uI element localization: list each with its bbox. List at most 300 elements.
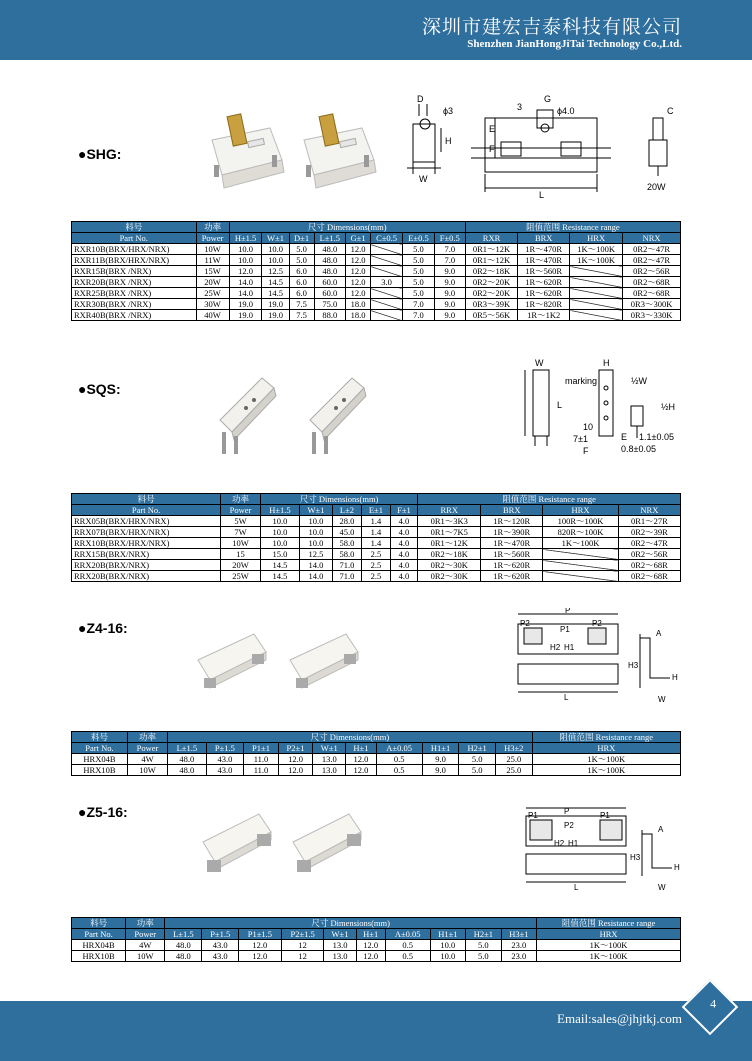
value-cell: 11.0 — [244, 765, 279, 776]
column-header: H1±1 — [430, 929, 466, 940]
part-number-cell: RRX15B(BRX/NRX) — [72, 549, 221, 560]
value-cell: 10.0 — [300, 527, 333, 538]
value-cell: 1R～120R — [481, 516, 543, 527]
value-cell: 45.0 — [332, 527, 362, 538]
table-row — [72, 310, 681, 321]
value-cell: 14.0 — [300, 571, 333, 582]
value-cell: 1.4 — [362, 538, 390, 549]
column-header: L±1.5 — [168, 743, 206, 754]
value-cell: 12.0 — [278, 754, 313, 765]
z5-dim-label-p2: P2 — [564, 821, 574, 830]
table-row — [72, 527, 681, 538]
z5-dim-label-p1a: P1 — [528, 811, 538, 820]
column-header: 阻值范围 Resistance range — [537, 918, 681, 929]
value-cell: 12.5 — [262, 266, 289, 277]
value-cell: 0R2～30K — [418, 571, 481, 582]
column-header: RRX — [418, 505, 481, 516]
value-cell: 7.0 — [403, 299, 435, 310]
z5-dim-label-p: P — [564, 807, 570, 816]
value-cell: 19.0 — [229, 310, 262, 321]
value-cell: 5.0 — [403, 244, 435, 255]
table-row — [72, 299, 681, 310]
z5-dim-label-p1b: P1 — [600, 811, 610, 820]
value-cell: 1R～620R — [518, 288, 570, 299]
value-cell: 6.0 — [289, 277, 314, 288]
value-cell: 11.0 — [244, 754, 279, 765]
value-cell: 23.0 — [501, 951, 537, 962]
sqs-dim-label-h: H — [603, 358, 610, 368]
value-cell: 1R～620R — [518, 277, 570, 288]
part-number-cell: RXR11B(BRX/HRX/NRX) — [72, 255, 197, 266]
shg-dim-label-3: 3 — [517, 102, 523, 112]
value-cell: 9.0 — [422, 754, 459, 765]
value-cell: 5.0 — [403, 277, 435, 288]
value-cell: 0R1～7K5 — [418, 527, 481, 538]
column-header: A±0.05 — [385, 929, 430, 940]
value-cell: 10.0 — [300, 538, 333, 549]
column-header: W±1 — [324, 929, 356, 940]
z4-dimension-diagram — [510, 608, 688, 706]
value-cell: 2.5 — [362, 571, 390, 582]
empty-cell — [543, 560, 618, 571]
value-cell: 71.0 — [332, 560, 362, 571]
value-cell: 10.0 — [260, 527, 299, 538]
column-header: G±1 — [346, 233, 371, 244]
table-row — [72, 516, 681, 527]
table-row — [72, 940, 681, 951]
table-row — [72, 277, 681, 288]
shg-dim-label-c: C — [667, 106, 674, 116]
value-cell: 7.0 — [434, 255, 465, 266]
power-cell: 20W — [221, 560, 261, 571]
table-row — [72, 951, 681, 962]
value-cell: 1R～620R — [481, 560, 543, 571]
column-header: 料号 — [72, 918, 126, 929]
z4-dim-label-l: L — [564, 693, 569, 702]
value-cell: 60.0 — [314, 277, 346, 288]
value-cell: 48.0 — [165, 951, 202, 962]
section-title-shg: ●SHG: — [78, 146, 122, 162]
column-header: P1±1 — [244, 743, 279, 754]
column-header: D±1 — [289, 233, 314, 244]
value-cell: 14.5 — [260, 560, 299, 571]
value-cell: 1R～620R — [481, 571, 543, 582]
value-cell: 6.0 — [289, 288, 314, 299]
value-cell: 48.0 — [314, 266, 346, 277]
value-cell: 5.0 — [403, 266, 435, 277]
value-cell: 0R2～47R — [618, 538, 680, 549]
value-cell: 0R5～56K — [465, 310, 517, 321]
column-header: L±2 — [332, 505, 362, 516]
empty-cell — [370, 255, 402, 266]
power-cell: 10W — [196, 244, 229, 255]
value-cell: 9.0 — [422, 765, 459, 776]
sqs-dim-label-7: 7±1 — [573, 434, 588, 444]
sqs-dim-label-marking: marking — [565, 376, 598, 386]
shg-dim-label-20w: 20W — [647, 182, 666, 192]
value-cell: 5.0 — [459, 765, 496, 776]
part-number-cell: HRX04B — [72, 754, 128, 765]
section-title-z5: ●Z5-16: — [78, 804, 128, 820]
value-cell: 10.0 — [229, 255, 262, 266]
value-cell: 0R1～12K — [418, 538, 481, 549]
value-cell: 9.0 — [434, 266, 465, 277]
sqs-dim-label-f: F — [583, 446, 589, 456]
sqs-spec-table — [71, 493, 681, 582]
value-cell: 9.0 — [434, 299, 465, 310]
shg-dim-label-f: F — [489, 144, 495, 154]
empty-cell — [543, 549, 618, 560]
value-cell: 1R～390R — [481, 527, 543, 538]
shg-dim-label-w: W — [419, 174, 428, 184]
part-number-cell: HRX04B — [72, 940, 126, 951]
part-number-cell: RXR25B(BRX /NRX) — [72, 288, 197, 299]
value-cell: 4.0 — [390, 538, 418, 549]
column-header: Part No. — [72, 929, 126, 940]
value-cell: 5.0 — [403, 255, 435, 266]
column-header: W±1 — [313, 743, 346, 754]
value-cell: 10.0 — [430, 951, 466, 962]
value-cell: 58.0 — [332, 538, 362, 549]
z5-dimension-diagram — [520, 804, 688, 894]
value-cell: 12.0 — [229, 266, 262, 277]
value-cell: 0R2～68R — [618, 571, 680, 582]
power-cell: 15W — [196, 266, 229, 277]
th-power-cn: 功率 — [196, 222, 229, 233]
column-header: 尺寸 Dimensions(mm) — [165, 918, 537, 929]
value-cell: 10.0 — [260, 538, 299, 549]
part-number-cell: RXR15B(BRX /NRX) — [72, 266, 197, 277]
value-cell: 14.5 — [260, 571, 299, 582]
table-row — [72, 244, 681, 255]
z5-product-photo — [195, 802, 375, 882]
value-cell: 12.0 — [346, 266, 371, 277]
power-cell: 10W — [127, 765, 167, 776]
table-row — [72, 288, 681, 299]
column-header: BRX — [518, 233, 570, 244]
value-cell: 1R～1K2 — [518, 310, 570, 321]
column-header: HRX — [537, 929, 681, 940]
value-cell: 0R2～68R — [623, 277, 681, 288]
column-header: HRX — [532, 743, 680, 754]
page-number: 4 — [710, 996, 717, 1011]
value-cell: 10.0 — [300, 516, 333, 527]
column-header: HRX — [543, 505, 618, 516]
value-cell: 0.5 — [376, 765, 422, 776]
sqs-dim-label-e: E — [621, 432, 628, 442]
contact-email: Email:sales@jhjtkj.com — [557, 1011, 682, 1026]
table-row — [72, 754, 681, 765]
z5-dim-label-h: H — [674, 863, 680, 872]
value-cell: 60.0 — [314, 288, 346, 299]
shg-dimension-diagram — [405, 92, 685, 202]
value-cell: 1K～100K — [570, 244, 623, 255]
value-cell: 12.0 — [346, 244, 371, 255]
value-cell: 0R2～18K — [465, 266, 517, 277]
value-cell: 1.4 — [362, 527, 390, 538]
value-cell: 19.0 — [262, 299, 289, 310]
part-number-cell: RRX20B(BRX/NRX) — [72, 560, 221, 571]
th-power-en: Power — [196, 233, 229, 244]
column-header: Part No. — [72, 505, 221, 516]
value-cell: 28.0 — [332, 516, 362, 527]
value-cell: 2.5 — [362, 560, 390, 571]
part-number-cell: RXR20B(BRX /NRX) — [72, 277, 197, 288]
column-header: 阻值范围 Resistance range — [418, 494, 681, 505]
column-header: 功率 — [221, 494, 261, 505]
column-header: H3±2 — [495, 743, 532, 754]
part-number-cell: RRX10B(BRX/HRX/NRX) — [72, 538, 221, 549]
power-cell: 30W — [196, 299, 229, 310]
power-cell: 40W — [196, 310, 229, 321]
value-cell: 7.5 — [289, 310, 314, 321]
z5-dim-label-l: L — [574, 883, 579, 892]
value-cell: 1R～470R — [481, 538, 543, 549]
empty-cell — [370, 299, 402, 310]
column-header: L±1.5 — [165, 929, 202, 940]
value-cell: 0R1～12K — [465, 255, 517, 266]
value-cell: 9.0 — [434, 277, 465, 288]
value-cell: 14.5 — [262, 288, 289, 299]
value-cell: 19.0 — [262, 310, 289, 321]
value-cell: 0R2～56R — [618, 549, 680, 560]
power-cell: 7W — [221, 527, 261, 538]
value-cell: 12.0 — [238, 940, 281, 951]
part-number-cell: HRX10B — [72, 951, 126, 962]
column-header: RXR — [465, 233, 517, 244]
page-header — [0, 0, 752, 60]
column-header: E±0.5 — [403, 233, 435, 244]
z4-dim-label-p1: P1 — [560, 625, 570, 634]
column-header: L±1.5 — [314, 233, 346, 244]
sqs-dimension-diagram — [515, 358, 685, 458]
column-header: BRX — [481, 505, 543, 516]
power-cell: 4W — [126, 940, 165, 951]
value-cell: 12 — [281, 940, 324, 951]
value-cell: 14.0 — [229, 277, 262, 288]
shg-spec-table — [71, 221, 681, 321]
z5-dim-label-h3: H3 — [630, 853, 641, 862]
sqs-product-photo — [210, 370, 380, 465]
part-number-cell: RRX07B(BRX/HRX/NRX) — [72, 527, 221, 538]
column-header: F±0.5 — [434, 233, 465, 244]
value-cell: 0R2～18K — [418, 549, 481, 560]
value-cell: 0R2～68R — [623, 288, 681, 299]
empty-cell — [570, 310, 623, 321]
z4-dim-label-p2a: P2 — [520, 619, 530, 628]
value-cell: 12.0 — [356, 940, 385, 951]
column-header: HRX — [570, 233, 623, 244]
section-title-z4: ●Z4-16: — [78, 620, 128, 636]
value-cell: 4.0 — [390, 571, 418, 582]
value-cell: 0.5 — [385, 940, 430, 951]
resistance-cell: 1K～100K — [532, 765, 680, 776]
value-cell: 5.0 — [466, 951, 502, 962]
value-cell: 10.0 — [260, 516, 299, 527]
value-cell: 10.0 — [262, 244, 289, 255]
value-cell: 5.0 — [459, 754, 496, 765]
shg-dim-label-phi3: ϕ3 — [443, 106, 454, 116]
value-cell: 1R～820R — [518, 299, 570, 310]
column-header: H±1.5 — [260, 505, 299, 516]
z5-dim-label-h1: H1 — [568, 839, 579, 848]
value-cell: 5.0 — [466, 940, 502, 951]
table-row — [72, 765, 681, 776]
table-row — [72, 266, 681, 277]
value-cell: 12.0 — [346, 277, 371, 288]
part-number-cell: RRX20B(BRX/NRX) — [72, 571, 221, 582]
value-cell: 13.0 — [324, 940, 356, 951]
z4-dim-label-h1: H1 — [564, 643, 575, 652]
empty-cell — [570, 266, 623, 277]
value-cell: 14.0 — [229, 288, 262, 299]
value-cell: 43.0 — [202, 951, 239, 962]
value-cell: 0R2～56R — [623, 266, 681, 277]
value-cell: 820R～100K — [543, 527, 618, 538]
sqs-dim-label-half-w: ½W — [631, 376, 648, 386]
value-cell: 5.0 — [289, 255, 314, 266]
shg-product-photo — [200, 100, 390, 200]
th-part-en: Part No. — [72, 233, 197, 244]
z5-dim-label-h2: H2 — [554, 839, 565, 848]
th-resistance-range: 阻值范围 Resistance range — [465, 222, 680, 233]
column-header: H±1.5 — [229, 233, 262, 244]
value-cell: 12.0 — [346, 288, 371, 299]
company-name-en: Shenzhen JianHongJiTai Technology Co.,Ltd. — [467, 38, 682, 50]
empty-cell — [370, 310, 402, 321]
value-cell: 0R2～39R — [618, 527, 680, 538]
empty-cell — [370, 244, 402, 255]
value-cell: 1K～100K — [543, 538, 618, 549]
power-cell: 11W — [196, 255, 229, 266]
column-header: Power — [127, 743, 167, 754]
table-row — [72, 538, 681, 549]
value-cell: 14.0 — [300, 560, 333, 571]
value-cell: 0.5 — [385, 951, 430, 962]
value-cell: 25.0 — [495, 754, 532, 765]
column-header: W±1 — [262, 233, 289, 244]
column-header: H3±1 — [501, 929, 537, 940]
sqs-dim-label-d1: 1.1±0.05 — [639, 432, 674, 442]
value-cell: 23.0 — [501, 940, 537, 951]
value-cell: 0R2～20K — [465, 288, 517, 299]
resistance-cell: 1K～100K — [532, 754, 680, 765]
power-cell: 25W — [196, 288, 229, 299]
value-cell: 9.0 — [434, 310, 465, 321]
value-cell: 0R3～300K — [623, 299, 681, 310]
value-cell: 25.0 — [495, 765, 532, 776]
part-number-cell: RXR30B(BRX /NRX) — [72, 299, 197, 310]
column-header: H±1 — [356, 929, 385, 940]
resistance-cell: 1K～100K — [537, 951, 681, 962]
power-cell: 20W — [196, 277, 229, 288]
sqs-dim-label-half-h: ½H — [661, 402, 676, 412]
power-cell: 4W — [127, 754, 167, 765]
power-cell: 15 — [221, 549, 261, 560]
column-header: P2±1 — [278, 743, 313, 754]
column-header: E±1 — [362, 505, 390, 516]
column-header: P±1.5 — [206, 743, 244, 754]
value-cell: 5.0 — [403, 288, 435, 299]
table-row — [72, 571, 681, 582]
value-cell: 18.0 — [346, 299, 371, 310]
value-cell: 48.0 — [168, 765, 206, 776]
value-cell: 48.0 — [314, 244, 346, 255]
table-row — [72, 560, 681, 571]
section-title-sqs: ●SQS: — [78, 381, 121, 397]
value-cell: 0R2～47R — [623, 244, 681, 255]
value-cell: 5.0 — [289, 244, 314, 255]
value-cell: 43.0 — [202, 940, 239, 951]
value-cell: 1R～560R — [518, 266, 570, 277]
shg-dim-label-e: E — [489, 124, 496, 134]
column-header: H2±1 — [466, 929, 502, 940]
value-cell: 75.0 — [314, 299, 346, 310]
empty-cell — [370, 266, 402, 277]
z4-dim-label-p: P — [565, 608, 571, 615]
value-cell: 58.0 — [332, 549, 362, 560]
column-header: A±0.05 — [376, 743, 422, 754]
value-cell: 0R2～47R — [623, 255, 681, 266]
value-cell: 13.0 — [313, 754, 346, 765]
column-header: H±1 — [346, 743, 376, 754]
z4-spec-table — [71, 731, 681, 776]
column-header: Power — [221, 505, 261, 516]
z4-dim-label-w: W — [658, 695, 666, 704]
value-cell: 48.0 — [314, 255, 346, 266]
value-cell: 12.0 — [238, 951, 281, 962]
value-cell: 0R2～30K — [418, 560, 481, 571]
column-header: 阻值范围 Resistance range — [532, 732, 680, 743]
value-cell: 12.0 — [356, 951, 385, 962]
value-cell: 10.0 — [229, 244, 262, 255]
power-cell: 10W — [221, 538, 261, 549]
value-cell: 0R2～68R — [618, 560, 680, 571]
page-number-badge — [682, 979, 739, 1036]
column-header: Power — [126, 929, 165, 940]
value-cell: 10.0 — [430, 940, 466, 951]
sqs-dim-label-10: 10 — [583, 422, 594, 432]
sqs-dim-label-w: W — [535, 358, 544, 368]
sqs-dim-label-d2: 0.8±0.05 — [621, 444, 656, 454]
value-cell: 88.0 — [314, 310, 346, 321]
value-cell: 0R3～39K — [465, 299, 517, 310]
column-header: 尺寸 Dimensions(mm) — [260, 494, 417, 505]
value-cell: 0R1～27R — [618, 516, 680, 527]
z4-dim-label-h3: H3 — [628, 661, 639, 670]
part-number-cell: HRX10B — [72, 765, 128, 776]
empty-cell — [570, 288, 623, 299]
z5-dim-label-w: W — [658, 883, 666, 892]
value-cell: 0R3～330K — [623, 310, 681, 321]
power-cell: 5W — [221, 516, 261, 527]
value-cell: 0R2～20K — [465, 277, 517, 288]
table-row — [72, 255, 681, 266]
value-cell: 7.0 — [403, 310, 435, 321]
column-header: F±1 — [390, 505, 418, 516]
part-number-cell: RXR10B(BRX/HRX/NRX) — [72, 244, 197, 255]
column-header: NRX — [623, 233, 681, 244]
value-cell: 1K～100K — [570, 255, 623, 266]
column-header: 尺寸 Dimensions(mm) — [168, 732, 532, 743]
empty-cell — [543, 571, 618, 582]
resistance-cell: 1K～100K — [537, 940, 681, 951]
table-row — [72, 549, 681, 560]
z4-dim-label-p2b: P2 — [592, 619, 602, 628]
value-cell: 7.0 — [434, 244, 465, 255]
value-cell: 48.0 — [168, 754, 206, 765]
column-header: 料号 — [72, 494, 221, 505]
